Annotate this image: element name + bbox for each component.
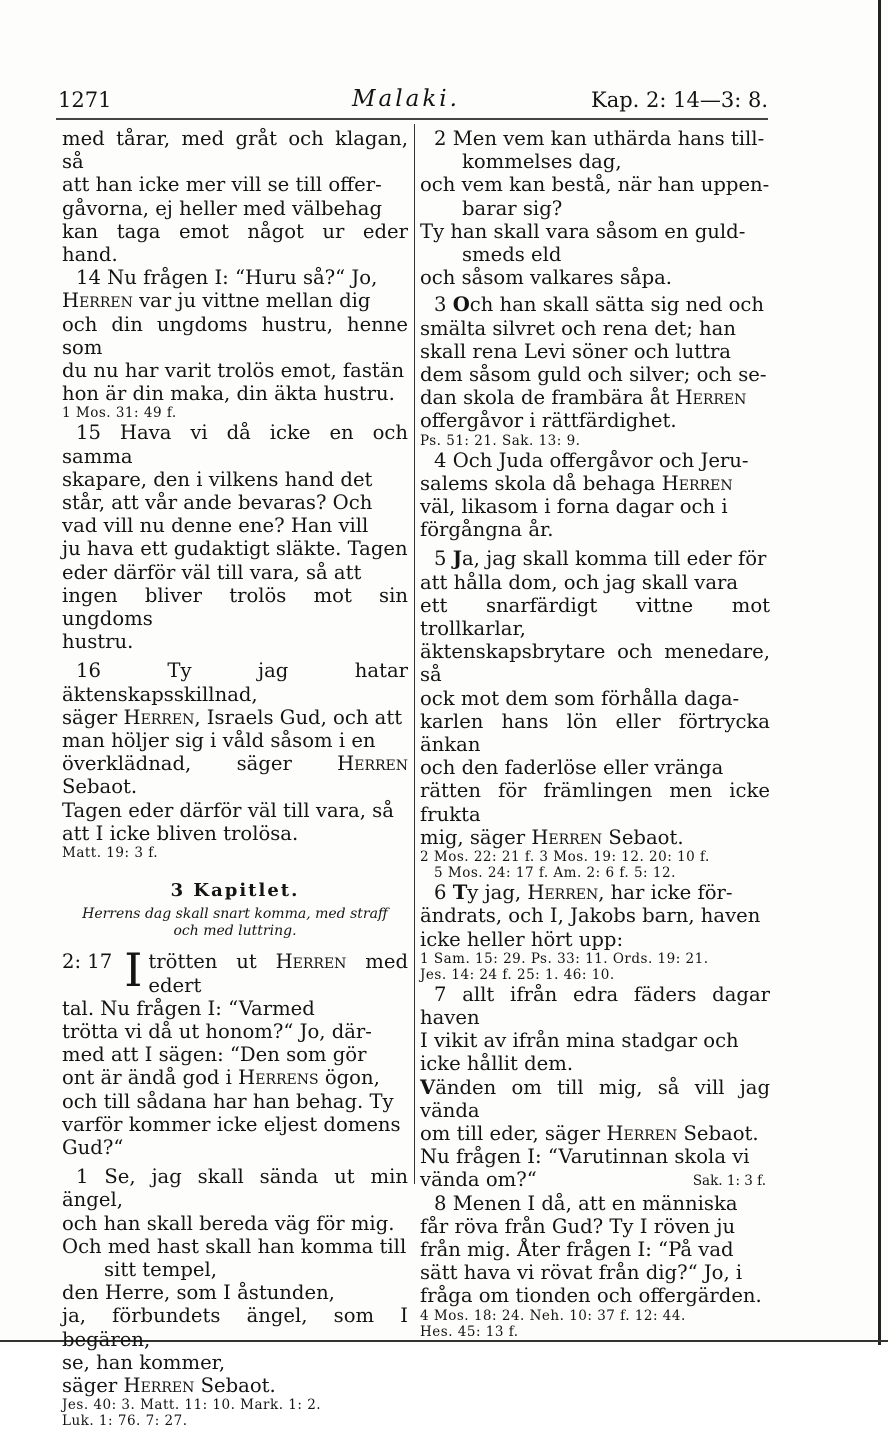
initial-letter: T — [452, 881, 468, 905]
text-line: får röva från Gud? Ty I röven ju — [420, 1214, 736, 1238]
chapter-summary — [62, 906, 408, 940]
text-line: skall rena Levi söner och luttra — [420, 339, 731, 363]
cross-reference: 2 Mos. 22: 21 f. 3 Mos. 19: 12. 20: 10 f. — [420, 849, 710, 866]
cross-reference: 1 Sam. 15: 29. Ps. 33: 11. Ords. 19: 21. — [420, 950, 709, 967]
page-edge-right — [878, 0, 881, 1345]
verse-14 — [62, 266, 408, 421]
text-span: ch han skall sätta sig ned och — [469, 293, 764, 317]
text-line: och den faderlöse eller vränga — [420, 756, 724, 780]
text-span: y jag, — [467, 881, 528, 905]
column-divider — [414, 124, 415, 1184]
cross-reference: Matt. 19: 3 f. — [62, 845, 159, 862]
text-span: salems skola då behaga — [420, 471, 662, 495]
divine-name: Herren — [62, 289, 133, 313]
text-line: hustru. — [62, 630, 134, 654]
text-line: icke heller hört upp: — [420, 927, 624, 951]
cross-reference: Jes. 40: 3. Matt. 11: 10. Mark. 1: 2. — [62, 1397, 322, 1414]
verse-16 — [62, 659, 408, 861]
text-line: tal. Nu frågen I: “Varmed — [62, 996, 315, 1020]
text-line: 8 Menen I då, att en människa — [434, 1191, 738, 1215]
cross-reference: Hes. 45: 13 f. — [420, 1323, 519, 1340]
divine-name: Herren — [337, 752, 408, 776]
cross-reference: Sak. 1: 3 f. — [692, 1173, 766, 1190]
text-span: vända om?“ — [420, 1168, 537, 1192]
cross-reference: 5 Mos. 24: 17 f. Am. 2: 6 f. 5: 12. — [434, 865, 676, 882]
verse-3-2 — [420, 127, 770, 289]
text-line: 14 Nu frågen I: “Huru så?“ Jo, — [76, 266, 378, 290]
text-span: mig, säger — [420, 825, 532, 849]
initial-letter: O — [452, 293, 470, 317]
book-title: Malaki. — [352, 86, 460, 112]
text-line: och såsom valkares såpa. — [420, 266, 673, 290]
text-line: se, han kommer, — [62, 1350, 226, 1374]
text-line: Och med hast skall han komma till — [62, 1234, 407, 1258]
verse-3-5 — [420, 547, 770, 881]
text-line: ett snarfärdigt vittne mot trollkarlar, — [420, 593, 770, 641]
text-span: änden om till mig, så vill jag vända — [420, 1075, 770, 1122]
running-header — [58, 86, 768, 116]
text-line: barar sig? — [462, 196, 563, 220]
drop-cap: I — [124, 943, 143, 998]
text-span: Sebaot. — [62, 775, 138, 799]
text-line: den Herre, som I åstunden, — [62, 1281, 335, 1305]
text-line: och vem kan bestå, när han uppen- — [420, 173, 770, 197]
chapter-heading: 3 Kapitlet. — [170, 880, 300, 902]
verse-3-7 — [420, 983, 770, 1192]
text-line: kan taga emot något ur eder hand. — [62, 219, 408, 267]
divine-name: Herren — [123, 1373, 195, 1397]
verse-3-6 — [420, 881, 770, 983]
text-span: Sebaot. — [194, 1373, 276, 1397]
text-line: sitt tempel, — [104, 1257, 217, 1281]
text-line: 4 Och Juda offergåvor och Jeru- — [434, 448, 749, 472]
verse-13-continuation — [62, 127, 408, 266]
text-line: att I icke bliven trolösa. — [62, 821, 299, 845]
text-line: 15 Hava vi då icke en och samma — [62, 421, 408, 468]
summary-line: och med luttring. — [173, 923, 297, 940]
text-line: ock mot dem som förhålla daga- — [420, 686, 740, 710]
text-span: säger — [62, 705, 124, 729]
cross-reference: 4 Mos. 18: 24. Neh. 10: 37 f. 12: 44. — [420, 1307, 686, 1324]
text-line: Gud?“ — [62, 1135, 124, 1159]
text-line: offergåvor i rättfärdighet. — [420, 409, 677, 433]
text-line: icke hållit dem. — [420, 1052, 574, 1076]
text-line: från mig. Åter frågen I: “På vad — [420, 1237, 734, 1261]
verse-3-4 — [420, 449, 770, 542]
text-span: var ju vittne mellan dig — [132, 289, 371, 313]
text-line: smälta silvret och rena det; han — [420, 316, 736, 340]
text-span: säger — [62, 1373, 124, 1397]
initial-letter: J — [452, 547, 462, 571]
text-line: sätt hava vi rövat från dig?“ Jo, i — [420, 1261, 743, 1285]
text-span: ögon, — [318, 1066, 380, 1090]
text-line: Ty han skall vara såsom en guld- — [420, 219, 746, 243]
text-line: kommelses dag, — [462, 150, 622, 174]
verse-number: 3 — [434, 293, 453, 317]
left-column — [62, 127, 408, 1429]
verse-number: 6 — [434, 881, 453, 905]
text-span: ont är ändå god i — [62, 1066, 239, 1090]
text-line: trötta vi då ut honom?“ Jo, där- — [62, 1019, 372, 1043]
summary-line: Herrens dag skall snart komma, med straff — [82, 906, 388, 923]
text-line: 1 Se, jag skall sända ut min ängel, — [62, 1165, 408, 1212]
text-line: ja, förbundets ängel, som I begären, — [62, 1304, 408, 1351]
chapter-reference: Kap. 2: 14—3: 8. — [591, 88, 768, 112]
text-line: och din ungdoms hustru, henne som — [62, 312, 408, 359]
text-line: varför kommer icke eljest domens — [62, 1112, 401, 1136]
text-span: , Israels Gud, och att — [194, 705, 403, 729]
verse-3-8 — [420, 1192, 770, 1340]
text-span: a, jag skall komma till eder för — [461, 547, 767, 571]
text-line: och han skall bereda väg för mig. — [62, 1211, 395, 1235]
text-line: gåvorna, ej heller med välbehag — [62, 196, 382, 220]
text-line: I vikit av ifrån mina stadgar och — [420, 1029, 739, 1053]
text-span: dan skola de frambära åt — [420, 386, 676, 410]
verse-3-1 — [62, 1165, 408, 1429]
text-line: 16 Ty jag hatar äktenskapsskillnad, — [62, 659, 408, 706]
text-span: om till eder, säger — [420, 1121, 607, 1145]
cross-reference: Luk. 1: 76. 7: 27. — [62, 1413, 188, 1429]
divine-name: Herren — [275, 950, 347, 974]
cross-reference: 1 Mos. 31: 49 f. — [62, 405, 177, 422]
text-line: att han icke mer vill se till offer- — [62, 173, 382, 197]
cross-reference: Ps. 51: 21. Sak. 13: 9. — [420, 432, 581, 449]
text-line: äktenskapsbrytare och menedare, så — [420, 640, 770, 687]
text-line: hon är din maka, din äkta hustru. — [62, 382, 395, 406]
verse-2-17 — [62, 943, 408, 1159]
text-line: vad vill nu denne ene? Han vill — [62, 514, 369, 538]
text-line: rätten för främlingen men icke frukta — [420, 779, 770, 826]
page-number: 1271 — [58, 88, 112, 112]
text-line: eder därför väl till vara, så att — [62, 560, 362, 584]
divine-name: Herren — [606, 1121, 678, 1145]
divine-name: Herren — [531, 825, 603, 849]
verse-3-3 — [420, 293, 770, 448]
text-line: du nu har varit trolös emot, fastän — [62, 359, 405, 383]
text-line: att hålla dom, och jag skall vara — [420, 570, 739, 594]
verse-label: 2: 17 — [62, 950, 113, 974]
verse-15 — [62, 421, 408, 653]
text-line: Nu frågen I: “Varutinnan skola vi — [420, 1145, 750, 1169]
divine-name: Herren — [661, 471, 733, 495]
text-line: ändrats, och I, Jakobs barn, haven — [420, 904, 761, 928]
text-line: med att I sägen: “Den som gör — [62, 1043, 367, 1067]
text-line: med tårar, med gråt och klagan, så — [62, 127, 408, 174]
text-line: förgångna år. — [420, 518, 554, 542]
text-line: man höljer sig i våld såsom i en — [62, 729, 376, 753]
text-line: står, att vår ande bevaras? Och — [62, 491, 373, 515]
text-line: Tagen eder därför väl till vara, så — [62, 798, 394, 822]
text-span: trötten ut — [148, 950, 276, 974]
text-span: , har icke för- — [598, 881, 733, 905]
divine-name: Herren — [123, 705, 195, 729]
text-span: Sebaot. — [677, 1121, 759, 1145]
verse-number: 5 — [434, 547, 453, 571]
cross-reference: Jes. 14: 24 f. 25: 1. 46: 10. — [420, 966, 615, 983]
text-line: och till sådana har han behag. Ty — [62, 1089, 394, 1113]
right-column — [420, 127, 770, 1340]
divine-name: Herrens — [238, 1066, 319, 1090]
text-line: 7 allt ifrån edra fäders dagar haven — [420, 982, 770, 1029]
text-line: smeds eld — [462, 243, 562, 267]
text-line: ingen bliver trolös mot sin ungdoms — [62, 583, 408, 631]
text-line: karlen hans lön eller förtrycka änkan — [420, 709, 770, 757]
text-span: med edert — [148, 950, 408, 997]
divine-name: Herren — [675, 386, 747, 410]
divine-name: Herren — [527, 881, 599, 905]
header-rule — [56, 118, 768, 120]
text-span: överklädnad, säger — [62, 752, 338, 776]
initial-letter: V — [420, 1075, 436, 1099]
text-line: väl, likasom i forna dagar och i — [420, 495, 728, 519]
text-line: ju hava ett gudaktigt släkte. Tagen — [62, 537, 408, 561]
text-line: fråga om tionden och offergärden. — [420, 1284, 762, 1308]
text-line: skapare, den i vilkens hand det — [62, 467, 373, 491]
text-span: Sebaot. — [602, 825, 684, 849]
text-line: dem såsom guld och silver; och se- — [420, 363, 767, 387]
text-line: 2 Men vem kan uthärda hans till- — [434, 127, 765, 150]
